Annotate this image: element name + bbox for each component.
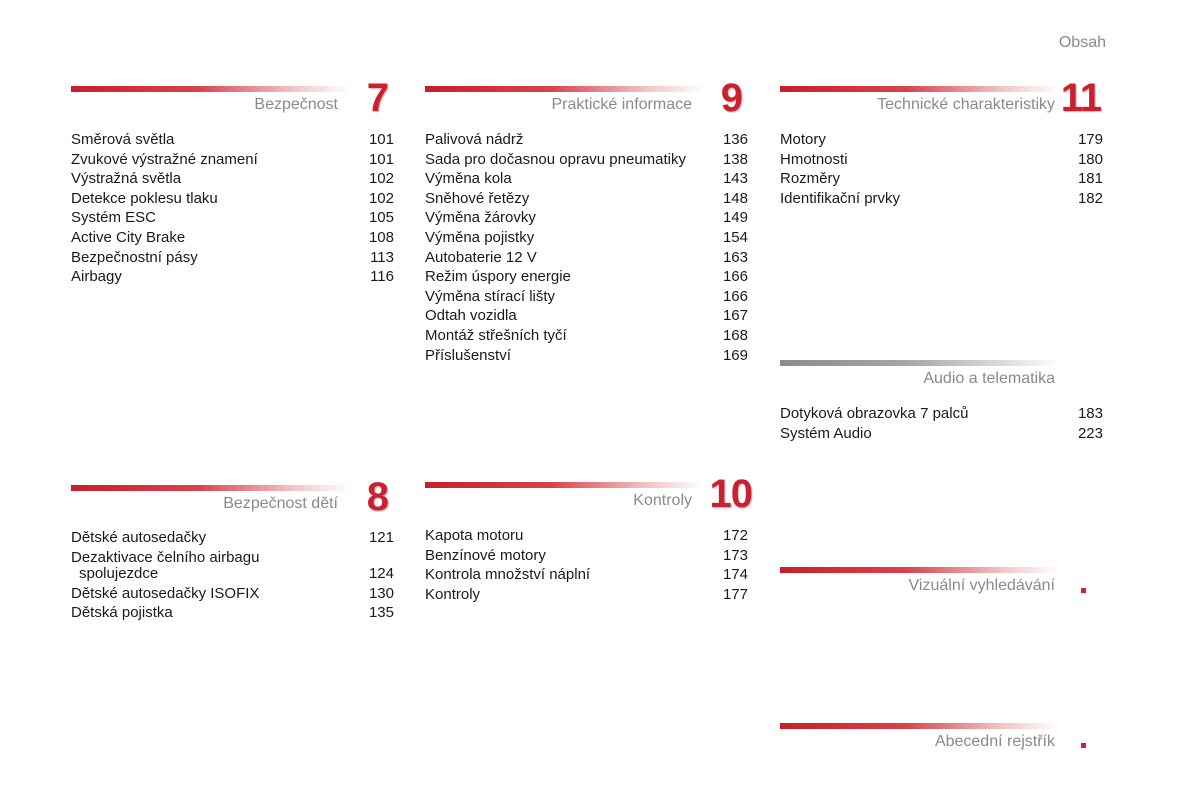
toc-entry[interactable] [425, 546, 748, 566]
toc-entry[interactable] [71, 169, 394, 189]
entry-list [425, 130, 748, 365]
entry-page: 180 [1077, 150, 1103, 168]
toc-entry[interactable] [780, 404, 1103, 424]
section-title[interactable]: Technické charakteristiky [877, 96, 1055, 113]
toc-entry[interactable] [425, 267, 748, 287]
entry-page: 172 [722, 527, 748, 544]
entry-page: 124 [368, 564, 394, 582]
entry-page: 173 [722, 546, 748, 564]
entry-label-continuation: spolujezdce [79, 564, 159, 582]
entry-page: 167 [722, 307, 748, 325]
entry-page: 138 [722, 150, 748, 168]
entry-page: 148 [722, 189, 748, 207]
toc-entry[interactable] [71, 150, 394, 170]
entry-page: 102 [368, 170, 394, 188]
section-number: 8 [366, 475, 388, 519]
section-bar [71, 485, 351, 491]
section-number: 10 [709, 472, 752, 516]
entry-page: 169 [722, 346, 748, 364]
entry-label: Dětská pojistka [71, 604, 173, 622]
entry-page: 113 [370, 248, 394, 266]
entry-page: 143 [722, 170, 748, 188]
entry-label: Autobaterie 12 V [425, 248, 537, 266]
entry-list [425, 526, 748, 604]
entry-label: Příslušenství [425, 346, 511, 364]
entry-page: 149 [722, 209, 748, 227]
entry-page: 181 [1077, 170, 1103, 188]
section-title[interactable]: Bezpečnost dětí [223, 495, 338, 512]
toc-entry[interactable] [425, 208, 748, 228]
toc-entry[interactable] [71, 267, 394, 287]
entry-label: Active City Brake [71, 228, 186, 246]
entry-label: Režim úspory energie [425, 268, 571, 286]
entry-label: Airbagy [71, 268, 122, 286]
entry-page: 166 [722, 287, 748, 305]
entry-label: Výměna kola [425, 170, 512, 188]
entry-label: Hmotnosti [780, 150, 848, 168]
toc-entry[interactable] [425, 346, 748, 366]
toc-entry[interactable] [71, 228, 394, 248]
entry-page: 174 [722, 566, 748, 584]
section-bar [780, 723, 1060, 729]
toc-entry[interactable] [71, 130, 394, 150]
section-title[interactable]: Kontroly [633, 492, 692, 509]
page-title: Obsah [1058, 34, 1106, 51]
toc-entry[interactable] [425, 306, 748, 326]
entry-label: Zvukové výstražné znamení [71, 150, 258, 168]
section-title[interactable]: Praktické informace [551, 96, 692, 113]
entry-list [780, 404, 1103, 443]
entry-label: Odtah vozidla [425, 307, 517, 325]
entry-page: 182 [1077, 189, 1103, 207]
entry-label: Systém ESC [71, 209, 157, 227]
entry-label: Benzínové motory [425, 546, 546, 564]
entry-page: 166 [722, 268, 748, 286]
toc-entry[interactable] [780, 424, 1103, 444]
entry-page: 154 [722, 228, 748, 246]
section-title[interactable]: Vizuální vyhledávání [908, 577, 1055, 594]
section-title[interactable]: Audio a telematika [923, 370, 1055, 387]
entry-page: 108 [368, 228, 394, 246]
entry-page: 223 [1077, 424, 1103, 442]
toc-entry[interactable] [425, 169, 748, 189]
entry-label: Rozměry [780, 170, 841, 188]
section-title[interactable]: Abecední rejstřík [934, 733, 1055, 750]
entry-page: 136 [722, 131, 748, 148]
entry-label: Dotyková obrazovka 7 palců [780, 405, 969, 422]
entry-label: Dětské autosedačky ISOFIX [71, 584, 260, 602]
toc-entry[interactable] [780, 169, 1103, 189]
entry-label: Dezaktivace čelního airbagu [71, 548, 260, 566]
toc-entry[interactable] [71, 189, 394, 209]
entry-label: Bezpečnostní pásy [71, 248, 198, 266]
toc-entry[interactable] [71, 248, 394, 268]
toc-entry[interactable] [71, 528, 394, 548]
section-title[interactable]: Bezpečnost [254, 96, 338, 113]
toc-entry[interactable] [71, 208, 394, 228]
toc-entry[interactable] [425, 130, 748, 150]
entry-page: 168 [722, 326, 748, 344]
entry-label: Sněhové řetězy [425, 189, 530, 207]
entry-label: Kontrola množství náplní [425, 566, 591, 584]
entry-label: Výměna stírací lišty [425, 287, 556, 305]
section-bar [780, 567, 1060, 573]
entry-page: 101 [368, 150, 394, 168]
entry-label: Sada pro dočasnou opravu pneumatiky [425, 150, 687, 168]
entry-label: Palivová nádrž [425, 131, 524, 148]
toc-entry[interactable] [425, 326, 748, 346]
section-marker-square [1081, 743, 1086, 748]
toc-entry[interactable] [425, 248, 748, 268]
section-bar [71, 86, 351, 92]
section-bar [425, 482, 705, 488]
entry-label: Výměna žárovky [425, 209, 536, 227]
entry-page: 179 [1077, 131, 1103, 148]
section-bar [780, 86, 1060, 92]
toc-entry[interactable] [780, 130, 1103, 150]
section-bar [780, 360, 1060, 366]
entry-page: 121 [368, 529, 394, 546]
toc-entry[interactable] [71, 548, 394, 584]
section-number: 11 [1060, 76, 1101, 120]
section-bar [425, 86, 705, 92]
entry-label: Výměna pojistky [425, 228, 535, 246]
toc-entry[interactable] [425, 150, 748, 170]
entry-label: Směrová světla [71, 131, 175, 148]
toc-entry[interactable] [425, 189, 748, 209]
entry-page: 163 [722, 248, 748, 266]
toc-entry[interactable] [780, 189, 1103, 209]
entry-page: 183 [1077, 405, 1103, 422]
entry-label: Výstražná světla [71, 170, 182, 188]
section-number: 9 [720, 76, 742, 120]
entry-page: 130 [368, 584, 394, 602]
entry-label: Detekce poklesu tlaku [71, 189, 218, 207]
toc-entry[interactable] [71, 584, 394, 604]
entry-page: 102 [368, 189, 394, 207]
section-marker-square [1081, 588, 1086, 593]
entry-page: 101 [368, 131, 394, 148]
entry-page: 177 [722, 585, 748, 603]
toc-entry[interactable] [425, 526, 748, 546]
entry-label: Identifikační prvky [780, 189, 901, 207]
entry-list [71, 130, 394, 287]
entry-page: 135 [368, 604, 394, 622]
entry-label: Kapota motoru [425, 527, 524, 544]
section-number: 7 [366, 76, 388, 120]
entry-label: Montáž střešních tyčí [425, 326, 567, 344]
entry-list [780, 130, 1103, 208]
toc-entry[interactable] [425, 565, 748, 585]
entry-list [71, 528, 394, 623]
toc-entry[interactable] [780, 150, 1103, 170]
entry-page: 116 [370, 268, 394, 286]
toc-entry[interactable] [425, 585, 748, 605]
entry-label: Systém Audio [780, 424, 872, 442]
entry-label: Motory [780, 131, 826, 148]
toc-entry[interactable] [71, 603, 394, 623]
toc-entry[interactable] [425, 228, 748, 248]
toc-entry[interactable] [425, 287, 748, 307]
entry-label: Dětské autosedačky [71, 529, 207, 546]
entry-label: Kontroly [425, 585, 481, 603]
entry-page: 105 [368, 209, 394, 227]
